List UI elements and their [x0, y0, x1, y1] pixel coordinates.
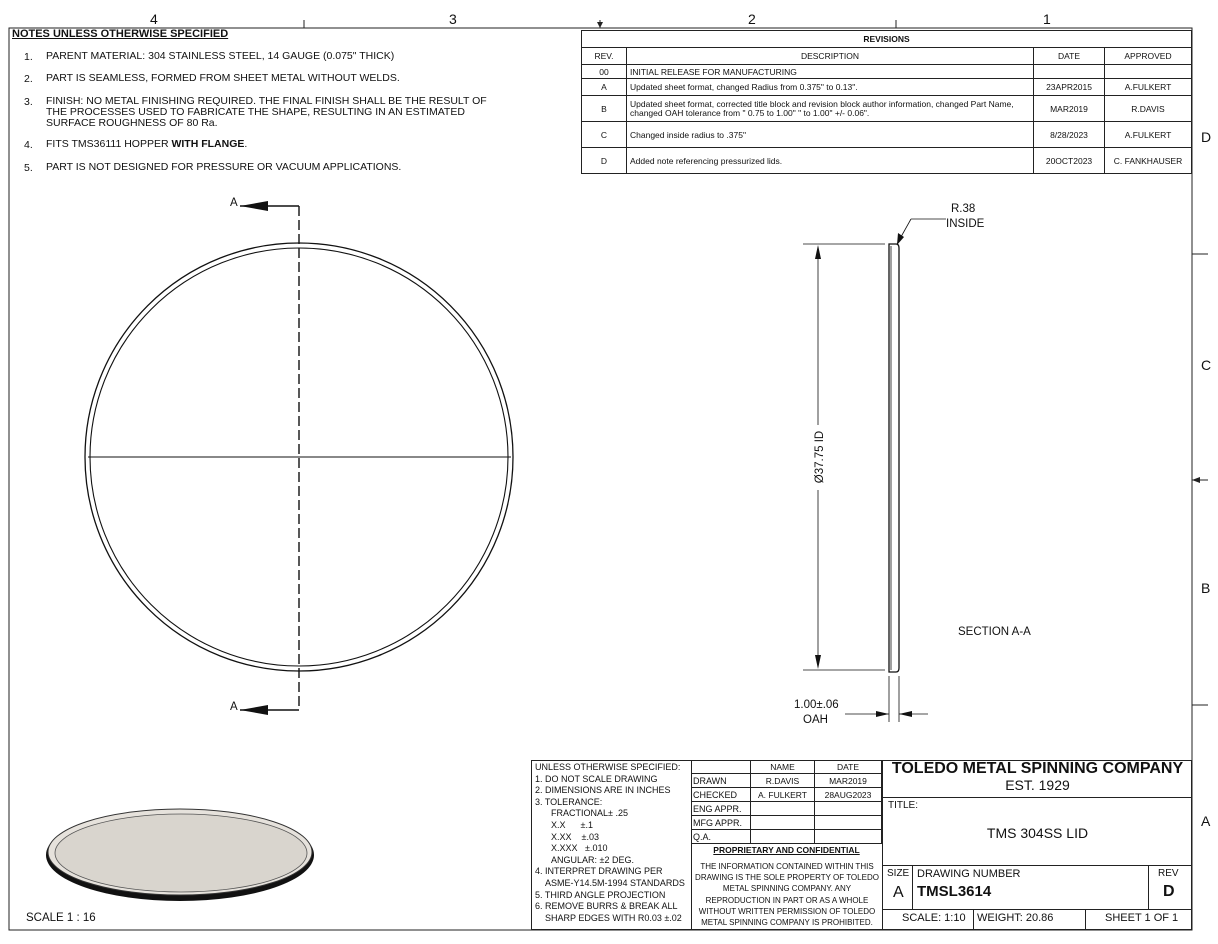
zone-3: 3: [449, 11, 457, 27]
table-row: [582, 148, 1192, 174]
date-cell: 8/28/2023: [1034, 122, 1105, 148]
center-mark-arrow: [597, 22, 603, 28]
spec-line: 1. DO NOT SCALE DRAWING: [535, 773, 658, 784]
sig-name: [751, 816, 815, 830]
size-value: A: [893, 884, 904, 901]
note-num: 3.: [24, 96, 33, 108]
divider: [1085, 909, 1086, 930]
desc-cell: Added note referencing pressurized lids.: [627, 148, 1034, 174]
divider: [912, 865, 913, 909]
section-arrowhead-bottom: [240, 705, 268, 715]
desc-cell: Changed inside radius to .375": [627, 122, 1034, 148]
signature-table: [691, 760, 882, 844]
desc-cell: Updated sheet format, changed Radius from 0.375" to 0.13".: [627, 79, 1034, 96]
note-2: [24, 73, 504, 85]
sig-header: NAME: [751, 761, 815, 774]
note-text: PART IS NOT DESIGNED FOR PRESSURE OR VACUUM APPLICATIONS.: [46, 161, 402, 173]
spec-line: 5. THIRD ANGLE PROJECTION: [535, 889, 666, 900]
spec-line: FRACTIONAL± .25: [551, 808, 628, 819]
note-text: PART IS SEAMLESS, FORMED FROM SHEET METAL WITHOUT WELDS.: [46, 72, 400, 84]
rev-cell: B: [582, 96, 627, 122]
note-text: FINISH: NO METAL FINISHING REQUIRED. THE FINAL FINISH SHALL BE THE RESULT OF THE PROCESSES USED TO FABRICATE THE SHAPE, RESULTING IN AN ESTIMATED SURFACE ROUGHNESS OF 80 Ra.: [46, 95, 487, 129]
note-4: [24, 139, 504, 151]
divider: [973, 909, 974, 930]
iso-lid-face: [55, 814, 307, 892]
rev-cell: A: [582, 79, 627, 96]
spec-line: X.XX ±.03: [551, 831, 599, 842]
section-arrowhead-top: [240, 201, 268, 211]
radius-label: R.38: [951, 203, 976, 215]
approved-cell: A.FULKERT: [1105, 79, 1192, 96]
sig-name: [751, 802, 815, 816]
sig-name: R.DAVIS: [751, 774, 815, 788]
sig-header: DATE: [815, 761, 882, 774]
date-cell: 20OCT2023: [1034, 148, 1105, 174]
sig-date: [815, 802, 882, 816]
approved-cell: R.DAVIS: [1105, 96, 1192, 122]
oah-arrow-right: [899, 711, 912, 717]
spec-line: 4. INTERPRET DRAWING PER: [535, 866, 663, 877]
table-row: [582, 122, 1192, 148]
drawing-number-value: TMSL3614: [917, 883, 992, 900]
desc-header: DESCRIPTION: [627, 48, 1034, 65]
radius-arrow: [897, 233, 904, 245]
section-label-top: A: [230, 197, 238, 209]
desc-cell: INITIAL RELEASE FOR MANUFACTURING: [627, 65, 1034, 79]
table-row: [692, 774, 882, 788]
diameter-label: Ø37.75 ID: [814, 430, 826, 484]
scale-value: SCALE: 1:10: [902, 912, 966, 924]
dim-arrow-top: [815, 245, 821, 259]
sig-date: [815, 830, 882, 844]
section-title: SECTION A-A: [958, 626, 1031, 638]
sig-date: MAR2019: [815, 774, 882, 788]
company-est: EST. 1929: [1005, 777, 1070, 793]
date-header: DATE: [1034, 48, 1105, 65]
rev-label: REV: [1158, 868, 1179, 879]
revisions-title: REVISIONS: [582, 31, 1192, 48]
sig-name: [751, 830, 815, 844]
spec-notes: [535, 762, 693, 924]
center-mark-arrow: [1192, 477, 1200, 483]
oah-sub-label: OAH: [803, 714, 828, 726]
note-bold-text: WITH FLANGE: [171, 138, 245, 150]
sig-role: Q.A.: [692, 830, 751, 844]
spec-line: X.X ±.1: [551, 819, 593, 830]
oah-label: 1.00±.06: [794, 699, 839, 711]
sig-role: DRAWN: [692, 774, 751, 788]
sig-date: [815, 816, 882, 830]
divider: [883, 909, 1192, 910]
spec-line: ASME-Y14.5M-1994 STANDARDS: [545, 877, 685, 888]
rev-cell: D: [582, 148, 627, 174]
date-cell: [1034, 65, 1105, 79]
spec-line: X.XXX ±.010: [551, 843, 608, 854]
divider: [1148, 865, 1149, 909]
spec-line: 2. DIMENSIONS ARE IN INCHES: [535, 785, 671, 796]
spec-line: SHARP EDGES WITH R0.03 ±.02: [545, 912, 682, 923]
approved-header: APPROVED: [1105, 48, 1192, 65]
table-row: [582, 96, 1192, 122]
spec-line: 3. TOLERANCE:: [535, 796, 603, 807]
zone-d: D: [1201, 129, 1212, 145]
zone-2: 2: [748, 11, 756, 27]
table-row: [582, 79, 1192, 96]
rev-value: D: [1163, 883, 1175, 900]
table-row: [692, 802, 882, 816]
zone-1: 1: [1043, 11, 1051, 27]
note-num: 5.: [24, 162, 33, 174]
sheet-value: SHEET 1 OF 1: [1105, 912, 1179, 924]
note-5: [24, 162, 504, 174]
note-1: [24, 51, 504, 63]
table-row: [692, 816, 882, 830]
note-num: 1.: [24, 51, 33, 63]
table-row: [692, 788, 882, 802]
notes-title: NOTES UNLESS OTHERWISE SPECIFIED: [12, 28, 229, 40]
title-label: TITLE:: [888, 800, 919, 811]
rev-cell: 00: [582, 65, 627, 79]
approved-cell: [1105, 65, 1192, 79]
drawing-number-label: DRAWING NUMBER: [917, 868, 1021, 880]
sig-role: ENG APPR.: [692, 802, 751, 816]
sig-role: CHECKED: [692, 788, 751, 802]
spec-line: UNLESS OTHERWISE SPECIFIED:: [535, 762, 681, 772]
note-num: 4.: [24, 139, 33, 151]
proprietary-title: PROPRIETARY AND CONFIDENTIAL: [713, 845, 860, 855]
rev-cell: C: [582, 122, 627, 148]
title-value: TMS 304SS LID: [986, 825, 1089, 841]
size-label: SIZE: [887, 868, 910, 879]
note-num: 2.: [24, 73, 33, 85]
divider: [883, 797, 1192, 798]
date-cell: MAR2019: [1034, 96, 1105, 122]
note-3: [24, 96, 504, 129]
zone-4: 4: [150, 11, 158, 27]
spec-line: ANGULAR: ±2 DEG.: [551, 854, 634, 865]
rev-header: REV.: [582, 48, 627, 65]
sig-name: A. FULKERT: [751, 788, 815, 802]
section-label-bottom: A: [230, 701, 238, 713]
zone-c: C: [1201, 357, 1212, 373]
approved-cell: A.FULKERT: [1105, 122, 1192, 148]
scale-note: SCALE 1 : 16: [26, 912, 96, 924]
table-row: [692, 830, 882, 844]
note-text: PARENT MATERIAL: 304 STAINLESS STEEL, 14 GAUGE (0.075" THICK): [46, 50, 395, 62]
zone-b: B: [1201, 580, 1211, 596]
note-text-end: .: [244, 138, 248, 150]
spec-line: 6. REMOVE BURRS & BREAK ALL: [535, 901, 678, 912]
oah-arrow-left: [876, 711, 889, 717]
desc-cell: Updated sheet format, corrected title block and revision block author information, changed Part Name, changed OAH tolerance from " 0.75 to 1.00" " to 1.00" +/- 0.06".: [627, 96, 1034, 122]
company-name: TOLEDO METAL SPINNING COMPANY: [891, 760, 1184, 777]
sig-role: MFG APPR.: [692, 816, 751, 830]
revisions-table: [581, 30, 1192, 174]
section-profile: [889, 244, 899, 672]
date-cell: 23APR2015: [1034, 79, 1105, 96]
radius-sub-label: INSIDE: [946, 218, 985, 230]
table-row: [582, 65, 1192, 79]
sig-header: [692, 761, 751, 774]
proprietary-text: THE INFORMATION CONTAINED WITHIN THIS DRAWING IS THE SOLE PROPERTY OF TOLEDO METAL SPINNING COMPANY. ANY REPRODUCTION IN PART OR AS A WHOLE WITHOUT WRITTEN PERMISSION OF TOLEDO METAL SPINNING COMPANY IS PROHIBITED.: [695, 862, 879, 928]
sig-date: 28AUG2023: [815, 788, 882, 802]
zone-a: A: [1201, 813, 1211, 829]
note-text: FITS TMS36111 HOPPER: [46, 138, 172, 150]
divider: [883, 865, 1192, 866]
dim-arrow-bottom: [815, 655, 821, 669]
weight-value: WEIGHT: 20.86: [977, 912, 1054, 924]
approved-cell: C. FANKHAUSER: [1105, 148, 1192, 174]
